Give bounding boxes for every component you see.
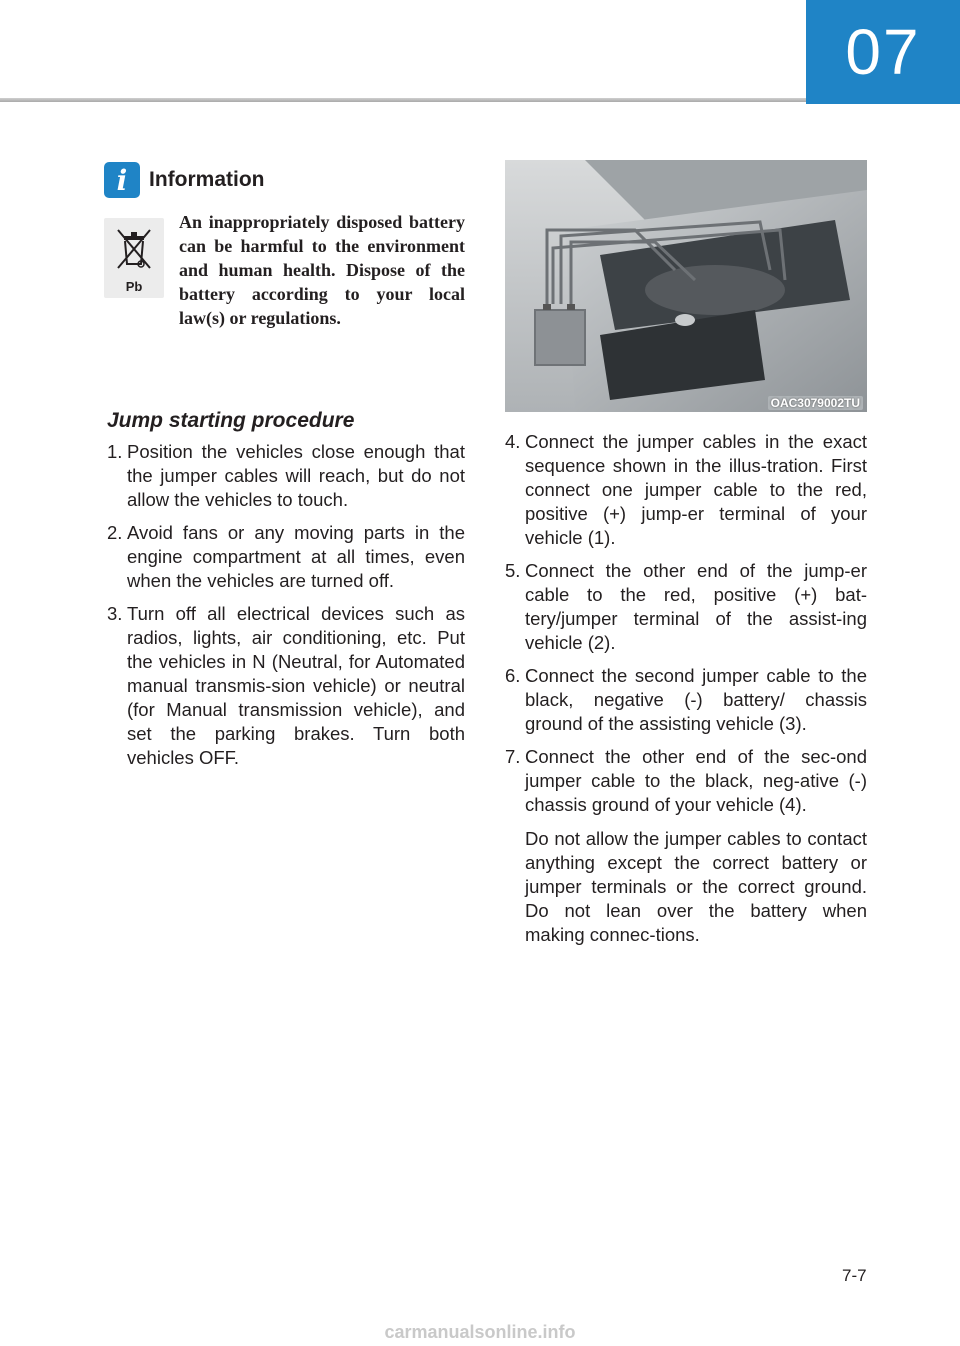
- steps-list-left: [107, 440, 465, 770]
- step-text: Connect the second jumper cable to the black, negative (-) battery/ chassis ground of the assisting vehicle (3).: [525, 665, 867, 734]
- step-text: Connect the other end of the jump-er cable to the red, positive (+) bat-tery/jumper terminal of the assist-ing vehicle (2).: [525, 560, 867, 653]
- step-item: [505, 430, 867, 550]
- step-item: [107, 440, 465, 512]
- figure-code: OAC3079002TU: [768, 396, 863, 410]
- information-title: Information: [149, 168, 265, 191]
- step-number: 3.: [107, 603, 123, 624]
- step-number: 6.: [505, 665, 521, 686]
- step-item: [505, 559, 867, 655]
- info-icon: i: [104, 162, 140, 198]
- step-text: Turn off all electrical devices such as radios, lights, air conditioning, etc. Put the vehicles in N (Neutral, for Automated manual transmis-sion vehicle) or neutral (for Manual transmission vehicle), and set the parking brakes. Turn both vehicles OFF.: [127, 603, 465, 768]
- page-number: 7-7: [842, 1266, 867, 1285]
- step-text: Avoid fans or any moving parts in the engine compartment at all times, even when the vehicles are turned off.: [127, 522, 465, 591]
- watermark: carmanualsonline.info: [384, 1322, 576, 1342]
- step-text: Position the vehicles close enough that the jumper cables will reach, but do not allow the vehicles to touch.: [127, 441, 465, 510]
- chapter-number: 07: [845, 16, 921, 88]
- section-title: Jump starting procedure: [107, 409, 355, 432]
- step-item: [505, 745, 867, 947]
- step-item: [107, 521, 465, 593]
- step-number: 5.: [505, 560, 521, 581]
- step-item: [107, 602, 465, 770]
- chapter-tab: [806, 0, 960, 104]
- step-text: Connect the other end of the sec-ond jumper cable to the black, neg-ative (-) chassis ground of your vehicle (4).: [525, 746, 867, 815]
- pb-label: Pb: [125, 279, 143, 294]
- crossed-bin-pb-icon: [104, 218, 164, 298]
- step-note: Do not allow the jumper cables to contact anything except the correct battery or jumper terminals or the correct ground. Do not lean over the battery when making connec-tions.: [525, 828, 867, 945]
- information-box: [107, 208, 465, 368]
- step-number: 2.: [107, 522, 123, 543]
- information-text: An inappropriately disposed battery can be harmful to the environment and human health. Dispose of the battery according to your local law(s) or regulations.: [179, 212, 465, 328]
- jump-start-illustration: [505, 160, 867, 412]
- step-number: 7.: [505, 746, 521, 767]
- step-number: 4.: [505, 431, 521, 452]
- engine-bay-photo: [505, 160, 867, 412]
- step-text: Connect the jumper cables in the exact sequence shown in the illus-tration. First connect one jumper cable to the red, positive (+) jump-er terminal of your vehicle (1).: [525, 431, 867, 548]
- left-column: [107, 160, 465, 779]
- step-item: [505, 664, 867, 736]
- right-column: [505, 160, 867, 956]
- step-number: 1.: [107, 441, 123, 462]
- information-header: [104, 160, 465, 200]
- steps-list-right: [505, 430, 867, 947]
- header-rule: [0, 98, 806, 102]
